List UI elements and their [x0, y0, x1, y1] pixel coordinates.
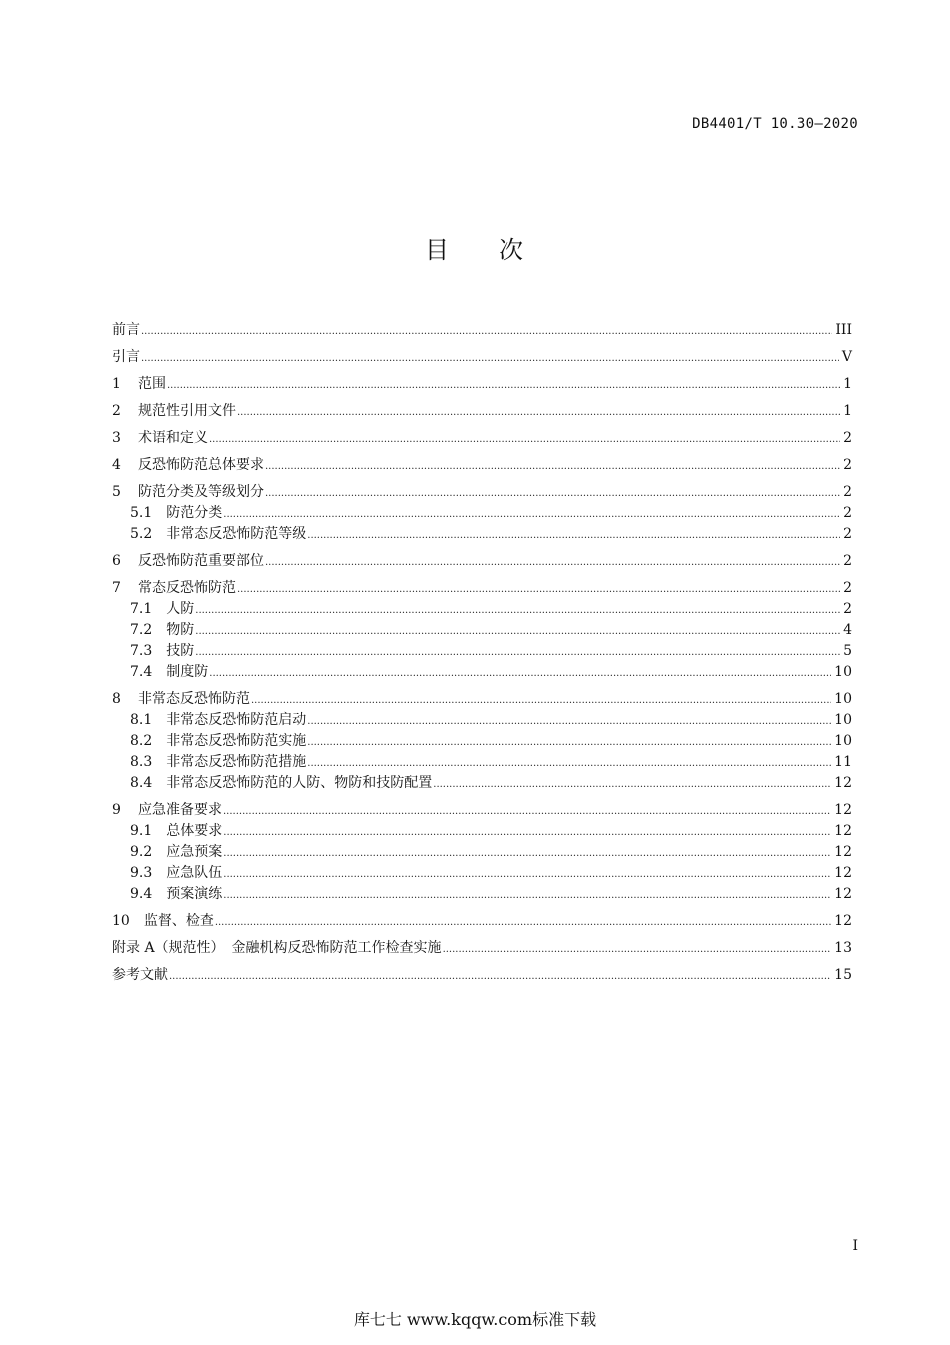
toc-leader-dots [209, 427, 840, 449]
page-title-char-1: 目 [425, 236, 451, 264]
toc-entry-label: 制度防 [166, 664, 209, 680]
toc-leader-dots [265, 481, 840, 503]
toc-entry-label: 前言 [112, 322, 140, 338]
toc-leader-dots [141, 346, 839, 368]
table-of-contents [112, 314, 852, 986]
toc-entry[interactable] [112, 884, 852, 905]
toc-entry-label: 规范性引用文件 [138, 403, 236, 419]
toc-entry-number: 4 [112, 457, 121, 473]
toc-entry-page: 13 [834, 940, 852, 956]
toc-leader-dots [223, 862, 831, 884]
toc-entry-number: 8.4 [130, 775, 153, 791]
toc-entry-number: 9.4 [130, 886, 153, 902]
toc-entry[interactable] [112, 481, 852, 503]
toc-entry[interactable] [112, 620, 852, 641]
toc-entry-page: 11 [834, 754, 852, 770]
toc-leader-dots [223, 502, 840, 524]
toc-leader-dots [167, 373, 840, 395]
toc-leader-dots [223, 820, 831, 842]
toc-entry-number: 1 [112, 376, 121, 392]
toc-entry-label: 总体要求 [166, 823, 223, 839]
toc-entry[interactable] [112, 773, 852, 794]
toc-entry-page: 2 [843, 457, 852, 473]
toc-entry-number: 8.2 [130, 733, 153, 749]
toc-entry-page: 2 [843, 601, 852, 617]
toc-entry-page: 5 [843, 643, 852, 659]
toc-leader-dots [215, 910, 831, 932]
toc-entry[interactable] [112, 799, 852, 821]
toc-entry-label: 非常态反恐怖防范等级 [166, 526, 307, 542]
toc-entry-page: 10 [834, 733, 852, 749]
toc-entry[interactable] [112, 427, 852, 449]
toc-entry[interactable] [112, 454, 852, 476]
page-folio: I [852, 1238, 858, 1254]
toc-entry-number: 9.2 [130, 844, 153, 860]
toc-entry-label: 物防 [166, 622, 195, 638]
toc-entry-label: 反恐怖防范总体要求 [138, 457, 264, 473]
toc-entry-page: 12 [834, 865, 852, 881]
toc-entry[interactable] [112, 910, 852, 932]
toc-entry-label: 非常态反恐怖防范措施 [166, 754, 307, 770]
toc-entry-page: 15 [834, 967, 852, 983]
toc-entry-label: 非常态反恐怖防范启动 [166, 712, 307, 728]
toc-entry[interactable] [112, 863, 852, 884]
toc-entry-page: 12 [834, 886, 852, 902]
toc-entry[interactable] [112, 710, 852, 731]
toc-entry-page: 10 [834, 691, 852, 707]
toc-entry-page: 2 [843, 430, 852, 446]
toc-entry[interactable] [112, 346, 852, 368]
toc-entry-number: 9.3 [130, 865, 153, 881]
toc-entry-number: 7 [112, 580, 121, 596]
toc-leader-dots [307, 709, 831, 731]
toc-entry[interactable] [112, 752, 852, 773]
toc-entry-page: III [835, 322, 852, 338]
toc-entry-number: 6 [112, 553, 121, 569]
toc-entry-page: 10 [834, 664, 852, 680]
toc-entry-number: 5 [112, 484, 121, 500]
toc-entry-label: 非常态反恐怖防范实施 [166, 733, 307, 749]
toc-entry-label: 术语和定义 [138, 430, 208, 446]
toc-leader-dots [223, 883, 831, 905]
page-title-char-2: 次 [499, 236, 525, 264]
toc-entry-page: 12 [834, 802, 852, 818]
toc-entry-number: 8.1 [130, 712, 153, 728]
toc-entry[interactable] [112, 842, 852, 863]
toc-entry-label: 人防 [166, 601, 195, 617]
toc-entry[interactable] [112, 577, 852, 599]
toc-entry-label: 应急预案 [166, 844, 223, 860]
toc-leader-dots [209, 661, 831, 683]
toc-entry-label: 反恐怖防范重要部位 [138, 553, 264, 569]
toc-entry[interactable] [112, 503, 852, 524]
toc-entry-number: 9.1 [130, 823, 153, 839]
toc-entry[interactable] [112, 937, 852, 959]
toc-leader-dots [307, 751, 831, 773]
toc-entry-page: 4 [843, 622, 852, 638]
toc-entry-page: 2 [843, 553, 852, 569]
toc-entry-number: 5.1 [130, 505, 153, 521]
toc-entry-page: 2 [843, 526, 852, 542]
toc-entry-number: 7.4 [130, 664, 153, 680]
toc-entry-page: 1 [843, 403, 852, 419]
toc-entry-label: 范围 [138, 376, 166, 392]
toc-entry-label: 常态反恐怖防范 [138, 580, 236, 596]
toc-entry-label: 附录 A（规范性） 金融机构反恐怖防范工作检查实施 [112, 940, 442, 956]
toc-leader-dots [237, 577, 840, 599]
toc-entry[interactable] [112, 688, 852, 710]
toc-entry-label: 防范分类 [166, 505, 223, 521]
toc-leader-dots [195, 619, 840, 641]
toc-entry[interactable] [112, 599, 852, 620]
toc-entry-page: 1 [843, 376, 852, 392]
toc-entry[interactable] [112, 373, 852, 395]
toc-entry[interactable] [112, 641, 852, 662]
toc-entry-label: 预案演练 [166, 886, 223, 902]
toc-leader-dots [307, 730, 831, 752]
toc-entry-number: 10 [112, 913, 130, 929]
toc-leader-dots [265, 550, 840, 572]
toc-entry-page: 2 [843, 580, 852, 596]
toc-entry-label: 应急队伍 [166, 865, 223, 881]
toc-leader-dots [251, 688, 831, 710]
toc-entry-label: 引言 [112, 349, 140, 365]
toc-leader-dots [307, 523, 840, 545]
toc-leader-dots [237, 400, 840, 422]
toc-entry[interactable] [112, 319, 852, 341]
toc-entry-label: 防范分类及等级划分 [138, 484, 264, 500]
toc-entry-page: 2 [843, 505, 852, 521]
toc-leader-dots [433, 772, 831, 794]
toc-entry[interactable] [112, 550, 852, 572]
toc-entry-number: 2 [112, 403, 121, 419]
toc-entry-number: 8.3 [130, 754, 153, 770]
toc-entry-page: 12 [834, 844, 852, 860]
toc-entry-label: 监督、检查 [143, 913, 214, 929]
toc-leader-dots [141, 319, 832, 341]
toc-entry-page: 12 [834, 913, 852, 929]
watermark-text: 库七七 www.kqqw.com标准下载 [353, 1310, 597, 1329]
toc-leader-dots [223, 841, 831, 863]
toc-entry[interactable] [112, 662, 852, 683]
toc-entry-number: 5.2 [130, 526, 153, 542]
toc-entry-number: 7.2 [130, 622, 153, 638]
toc-entry[interactable] [112, 731, 852, 752]
toc-leader-dots [223, 799, 831, 821]
toc-entry-label: 非常态反恐怖防范的人防、物防和技防配置 [166, 775, 433, 791]
toc-leader-dots [195, 598, 840, 620]
toc-entry-label: 非常态反恐怖防范 [138, 691, 250, 707]
toc-entry-page: V [841, 349, 852, 365]
toc-entry-page: 10 [834, 712, 852, 728]
toc-entry[interactable] [112, 524, 852, 545]
toc-entry[interactable] [112, 964, 852, 986]
page-title [0, 230, 950, 265]
toc-entry[interactable] [112, 821, 852, 842]
toc-entry-number: 8 [112, 691, 121, 707]
toc-leader-dots [195, 640, 840, 662]
toc-entry-page: 2 [843, 484, 852, 500]
toc-entry-page: 12 [834, 823, 852, 839]
toc-entry-number: 9 [112, 802, 121, 818]
toc-leader-dots [265, 454, 840, 476]
toc-entry-label: 参考文献 [112, 967, 168, 983]
toc-entry-number: 7.1 [130, 601, 153, 617]
toc-entry[interactable] [112, 400, 852, 422]
standard-code: DB4401/T 10.30—2020 [692, 116, 858, 132]
toc-entry-label: 技防 [166, 643, 195, 659]
toc-entry-number: 3 [112, 430, 121, 446]
toc-leader-dots [443, 937, 832, 959]
toc-entry-page: 12 [834, 775, 852, 791]
toc-entry-label: 应急准备要求 [138, 802, 222, 818]
toc-leader-dots [169, 964, 831, 986]
toc-entry-number: 7.3 [130, 643, 153, 659]
